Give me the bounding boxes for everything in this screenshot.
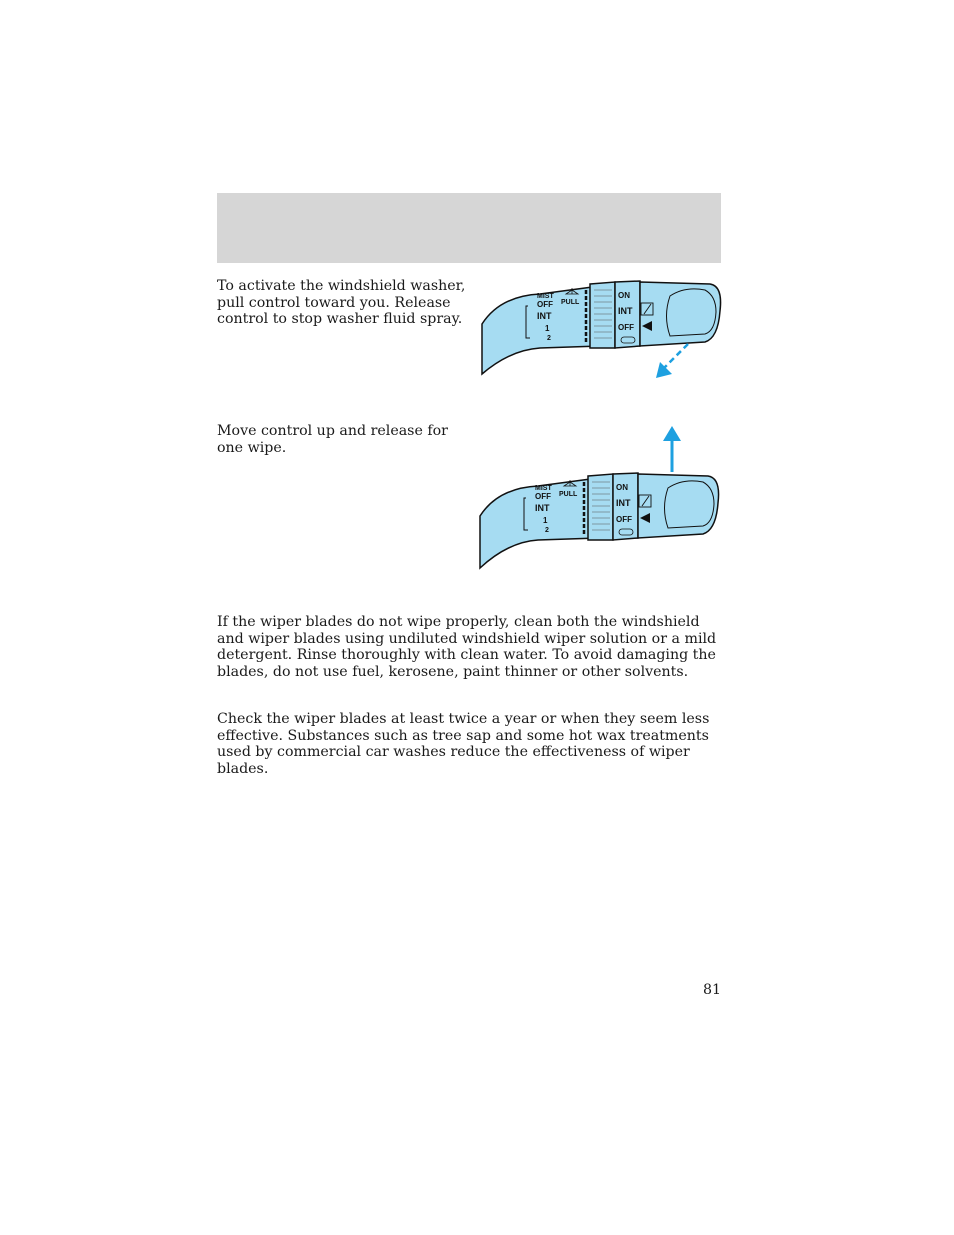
int-label: INT	[535, 503, 550, 513]
rear-int-label: INT	[618, 306, 633, 316]
mist-label: MIST	[535, 485, 552, 492]
wiper-stalk-illustration-up	[478, 418, 723, 574]
section-header-band	[217, 193, 721, 263]
speed2-label: 2	[545, 527, 549, 534]
mist-label: MIST	[537, 293, 554, 300]
pull-label: PULL	[561, 299, 580, 306]
off-label: OFF	[535, 492, 551, 501]
speed1-label: 1	[543, 516, 548, 525]
cleaning-instruction: If the wiper blades do not wipe properly, clean both the windshield and wiper blades using undiluted windshield wiper solution or a mild detergent. Rinse thoroughly with clean water. To avoid damaging the blades, do not use fuel, kerosene, paint thinner or other solvents.	[217, 614, 717, 680]
speed1-label: 1	[545, 324, 550, 333]
arrow-down-left-icon	[652, 340, 694, 382]
one-wipe-instruction: Move control up and release for one wipe.	[217, 423, 448, 456]
off-label: OFF	[537, 300, 553, 309]
pull-label: PULL	[559, 491, 578, 498]
washer-instruction: To activate the windshield washer, pull control toward you. Release control to stop washer fluid spray.	[217, 278, 466, 328]
rear-on-label: ON	[616, 483, 628, 492]
rear-on-label: ON	[618, 291, 630, 300]
rear-off-label: OFF	[616, 515, 632, 524]
rear-off-label: OFF	[618, 323, 634, 332]
inspection-instruction: Check the wiper blades at least twice a year or when they seem less effective. Substances such as tree sap and some hot wax treatments used by commercial car washes reduce the effectiveness of wiper blades.	[217, 711, 710, 777]
int-label: INT	[537, 311, 552, 321]
rear-int-label: INT	[616, 498, 631, 508]
speed2-label: 2	[547, 335, 551, 342]
page-number: 81	[702, 982, 721, 998]
